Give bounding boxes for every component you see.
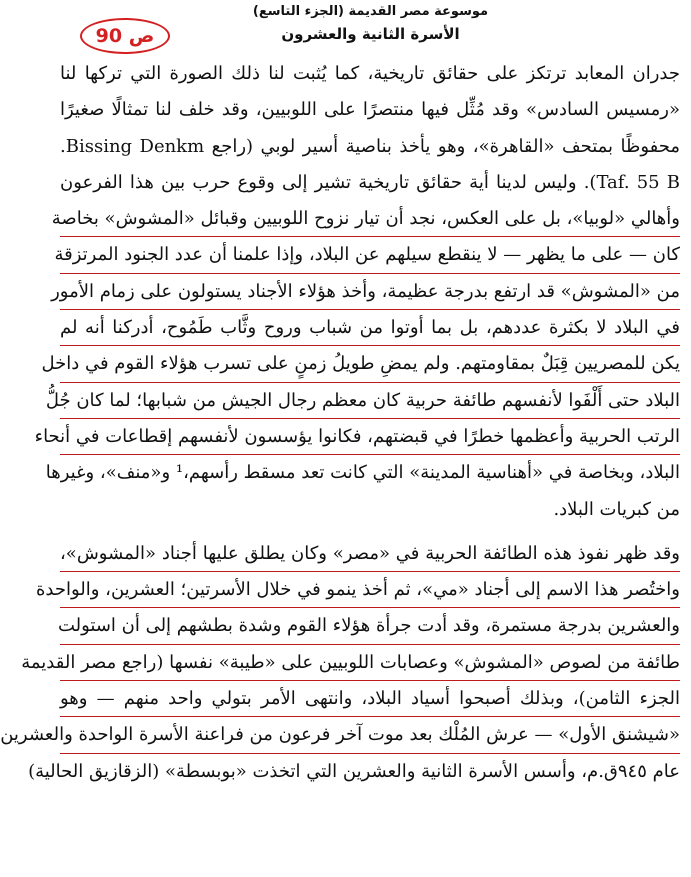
text-line: الجزء الثامن)، وبذلك أصبحوا أسياد البلاد، وانتهى الأمر بتولي واحد منهم — وهو [60,681,680,717]
series-title: موسوعة مصر القديمة (الجزء التاسع) [252,4,489,19]
text-line: من «المشوش» قد ارتفع بدرجة عظيمة، وأخذ هؤلاء الأجناد يستولون على زمام الأمور [60,274,680,310]
text-line: عام ٩٤٥ق.م، وأسس الأسرة الثانية والعشرين التي اتخذت «بوبسطة» (الزقازيق الحالية) [28,760,680,782]
body-text [0,56,680,790]
text-line: البلاد حتى أَلْفَوا لأنفسهم طائفة حربية كان معظم رجال الجيش من شبابها؛ لما كان جُلُّ [60,383,680,419]
text-line: يكن للمصريين قِبَلٌ بمقاومتهم. ولم يمضِ طويلُ زمنٍ على تسرب هؤلاء القوم في داخل [60,346,680,382]
text-line: وأهالي «لوبيا»، بل على العكس، نجد أن تيار نزوح اللوبيين وقبائل «المشوش» بخاصة [60,201,680,237]
text-line: جدران المعابد ترتكز على حقائق تاريخية، كما يُثبت لنا ذلك الصورة التي تركها لنا [60,63,680,84]
text-line: في البلاد لا بكثرة عددهم، بل بما أوتوا من شباب وروح وثَّاب طَمُوح، أدركنا أنه لم [60,310,680,346]
text-line: «شيشنق الأول» — عرش المُلْك بعد موت آخر فرعون من فراعنة الأسرة الواحدة والعشرين [60,717,680,753]
text-line: البلاد، وبخاصة في «أهناسية المدينة» التي كانت تعد مسقط رأسهم،¹ و«منف»، وغيرها [45,462,680,484]
text-line: واختُصر هذا الاسم إلى أجناد «مي»، ثم أخذ ينمو في خلال الأسرتين؛ العشرين، والواحدة [60,572,680,608]
page-number-badge: ص 90 [80,18,170,54]
text-line: من كبريات البلاد. [553,498,680,520]
text-line: محفوظًا بمتحف «القاهرة»، وهو يأخذ بناصية أسير لوبي (راجع Bissing Denkm. [60,135,680,157]
text-line: Taf. 55 B). وليس لدينا أية حقائق تاريخية تشير إلى وقوع حرب بين هذا الفرعون [60,171,680,193]
text-line: وقد ظهر نفوذ هذه الطائفة الحربية في «مصر» وكان يطلق عليها أجناد «المشوش»، [60,536,680,572]
page-header [50,0,691,54]
text-line: كان — على ما يظهر — لا ينقطع سيلهم عن البلاد، وإذا علمنا أن عدد الجنود المرتزقة [60,237,680,273]
text-line: والعشرين بدرجة مستمرة، وقد أدت جرأة هؤلاء القوم وشدة بطشهم إلى أن استولت [60,608,680,644]
text-line: الرتب الحربية وأعظمها خطرًا في قبضتهم، فكانوا يؤسسون لأنفسهم إقطاعات في أنحاء [60,419,680,455]
text-line: «رمسيس السادس» وقد مُثِّل فيها منتصرًا على اللوبيين، وقد خلف لنا تمثالًا صغيرًا [60,99,680,121]
text-line: طائفة من لصوص «المشوش» وعصابات اللوبيين على «طيبة» نفسها (راجع مصر القديمة [60,645,680,681]
chapter-title: الأسرة الثانية والعشرون [281,25,460,43]
